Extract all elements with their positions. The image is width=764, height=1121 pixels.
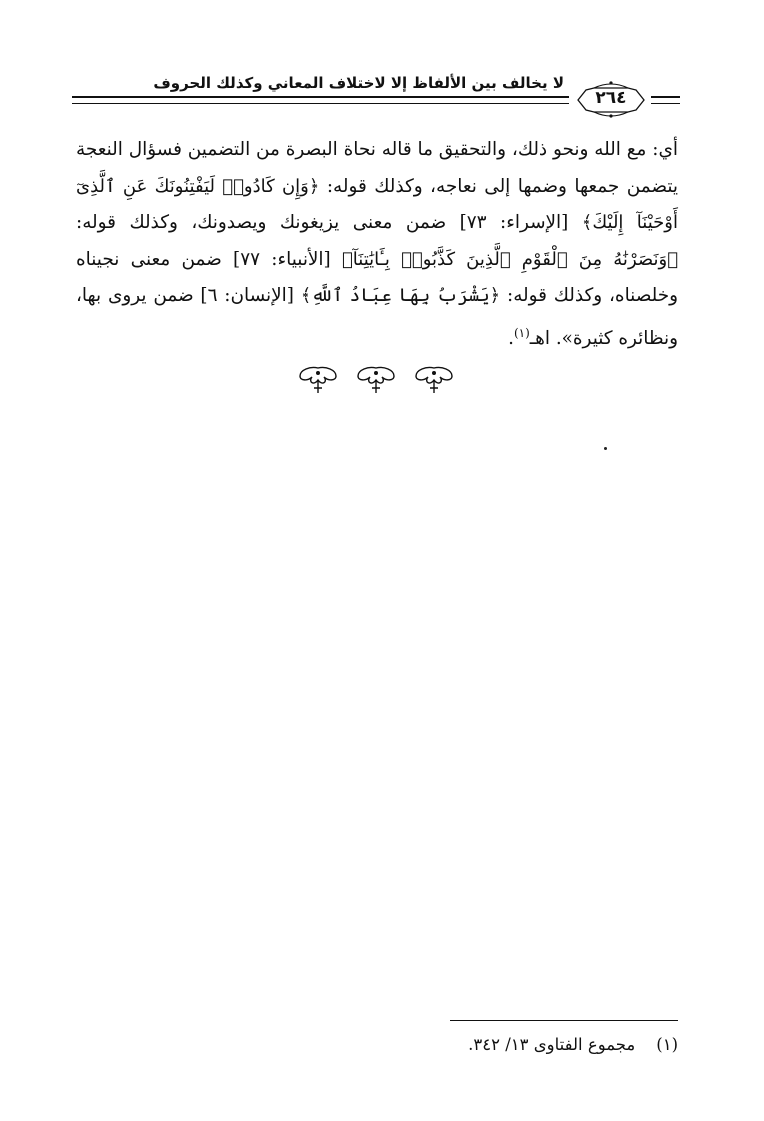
verse-reference: [الإنسان: ٦] bbox=[193, 285, 301, 306]
section-separator bbox=[296, 364, 456, 398]
running-title: لا يخالف بين الألفاظ إلا لاختلاف المعاني وكذلك الحروف bbox=[153, 74, 564, 92]
quran-verse: ﴿وَنَصَرْنَٰهُ مِنَ ٱلْقَوْمِ ٱلَّذِينَ كَذَّبُوا۟ بِـَٔايَٰتِنَآ﴾ bbox=[342, 248, 678, 270]
fleuron-ornament-icon bbox=[412, 364, 456, 396]
page-number: ٢٦٤ bbox=[595, 88, 627, 108]
footnote-rule bbox=[450, 1020, 678, 1021]
text-line: النعجة يتضمن جمعها وضمها إلى نعاجه، وكذلك قوله: bbox=[76, 139, 678, 197]
text-line: ضمن معنى يزيغونك ويصدونك، وكذلك قوله: bbox=[76, 212, 447, 233]
header-rule-left bbox=[72, 96, 569, 104]
verse-reference: [الإسراء: ٧٣] bbox=[446, 212, 582, 233]
main-paragraph bbox=[76, 132, 678, 357]
footnote-text: مجموع الفتاوى ١٣/ ٣٤٢. bbox=[468, 1035, 636, 1054]
footnote-marker: (١) bbox=[513, 325, 530, 340]
text-line: ضمن معنى نجيناه وخلصناه، وكذلك قوله: bbox=[76, 248, 679, 306]
verse-reference: [الأنبياء: ٧٧] bbox=[221, 248, 342, 270]
stray-mark bbox=[604, 447, 607, 450]
page-header bbox=[72, 74, 680, 106]
footnote-number: (١) bbox=[656, 1035, 678, 1054]
text-end: . bbox=[508, 327, 514, 349]
footnote bbox=[468, 1035, 678, 1054]
text-line: أي: مع الله ونحو ذلك، والتحقيق ما قاله نحاة البصرة من التضمين فسؤال bbox=[128, 139, 678, 160]
fleuron-ornament-icon bbox=[354, 364, 398, 396]
header-rule-right bbox=[651, 96, 680, 104]
quran-verse: ﴿يَشْرَبُ بِهَا عِبَادُ ٱللَّهِ﴾ bbox=[300, 285, 501, 306]
text-line: ضمن يروى بها، ونظائره كثيرة». اهـ bbox=[76, 285, 678, 349]
quran-verse: ﴿وَإِن كَادُوا۟ لَيَفْتِنُونَكَ عَنِ ٱلَّذِىٓ أَوْحَيْنَآ إِلَيْكَ﴾ bbox=[76, 175, 678, 233]
fleuron-ornament-icon bbox=[296, 364, 340, 396]
page-number-frame bbox=[572, 78, 650, 118]
